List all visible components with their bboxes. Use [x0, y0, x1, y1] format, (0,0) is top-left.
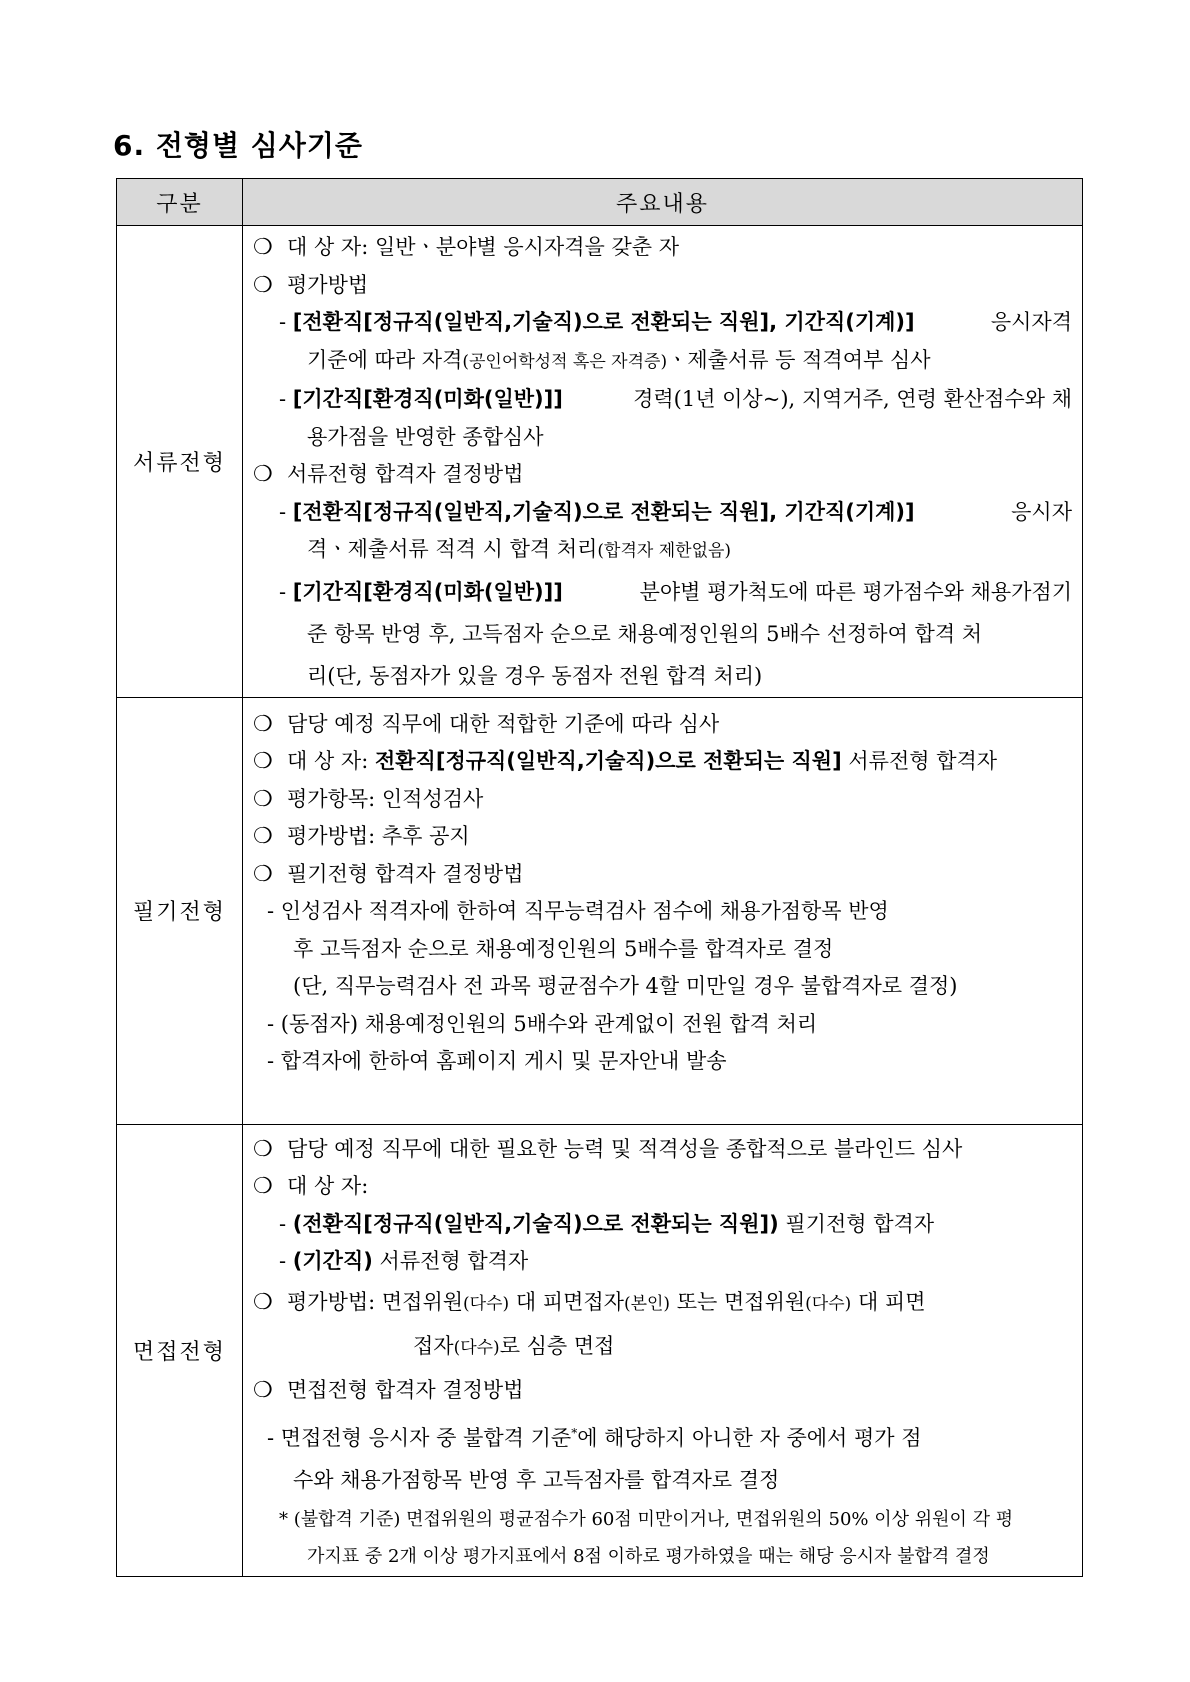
list-item: ❍ 대 상 자: 전환직[정규직(일반직,기술직)으로 전환되는 직원] 서류전형 합격자 — [253, 743, 1072, 781]
list-item: ❍ 평가항목: 인적성검사 — [253, 781, 1072, 819]
sub-item-continuation: 기준에 따라 자격(공인어학성적 혹은 자격증)ㆍ제출서류 등 적격여부 심사 — [307, 347, 931, 372]
list-item: ❍ 담당 예정 직무에 대한 적합한 기준에 따라 심사 — [253, 706, 1072, 744]
sub-item: - [기간직[환경직(미화(일반)]] 경력(1년 이상~), 지역거주, 연령 환산점수와 채 — [279, 387, 1072, 411]
list-item: ❍ 대 상 자: 일반ㆍ분야별 응시자격을 갖춘 자 — [253, 229, 1072, 267]
footnote: * (불합격 기준) 면접위원의 평균점수가 60점 미만이거나, 면접위원의 50% 이상 위원이 각 평 — [279, 1508, 1014, 1530]
sub-item: - [기간직[환경직(미화(일반)]] 분야별 평가척도에 따른 평가점수와 채용가점기 — [279, 579, 1072, 604]
circle-bullet-icon: ❍ — [253, 861, 273, 887]
circle-bullet-icon: ❍ — [253, 1377, 273, 1403]
circle-bullet-icon: ❍ — [253, 749, 273, 774]
sub-item-continuation: 리(단, 동점자가 있을 경우 동점자 전원 합격 처리) — [307, 663, 763, 688]
list-item: ❍ 면접전형 합격자 결정방법 — [253, 1369, 1072, 1412]
sub-item-continuation: 수와 채용가점항목 반영 후 고득점자를 합격자로 결정 — [293, 1467, 780, 1492]
sub-item-continuation: 후 고득점자 순으로 채용예정인원의 5배수를 합격자로 결정 — [293, 936, 834, 961]
list-item: ❍ 평가방법: 면접위원(다수) 대 피면접자(본인) 또는 면접위원(다수) 대 피면 — [253, 1281, 1072, 1325]
sub-item: - 면접전형 응시자 중 불합격 기준*에 해당하지 아니한 자 중에서 평가 점 — [267, 1425, 922, 1450]
sub-item-continuation: 준 항목 반영 후, 고득점자 순으로 채용예정인원의 5배수 선정하여 합격 처 — [307, 621, 983, 646]
sub-item-continuation: 용가점을 반영한 종합심사 — [307, 424, 544, 449]
row-label-written: 필기전형 — [117, 697, 243, 1124]
circle-bullet-icon: ❍ — [253, 786, 273, 812]
sub-item: - [전환직[정규직(일반직,기술직)으로 전환되는 직원], 기간직(기계)] 응시자 — [279, 499, 1072, 524]
circle-bullet-icon: ❍ — [253, 1174, 273, 1199]
circle-bullet-icon: ❍ — [253, 272, 273, 298]
table-row-document — [117, 226, 1083, 698]
circle-bullet-icon: ❍ — [253, 1136, 273, 1162]
list-item: ❍ 평가방법 — [253, 267, 1072, 305]
row-content-written — [243, 697, 1083, 1124]
list-item: ❍ 평가방법: 추후 공지 — [253, 818, 1072, 856]
circle-bullet-icon: ❍ — [253, 824, 273, 849]
footnote-continuation: 가지표 중 2개 이상 평가지표에서 8점 이하로 평가하였을 때는 해당 응시자 불합격 결정 — [307, 1546, 990, 1567]
sub-item-continuation: (단, 직무능력검사 전 과목 평균점수가 4할 미만일 경우 불합격자로 결정) — [293, 974, 958, 998]
row-label-document: 서류전형 — [117, 226, 243, 698]
list-item: ❍ 대 상 자: — [253, 1168, 1072, 1206]
list-item-continuation: 접자(다수)로 심층 면접 — [413, 1333, 615, 1358]
sub-item: - [전환직[정규직(일반직,기술직)으로 전환되는 직원], 기간직(기계)] 응시자격 — [279, 310, 1072, 334]
sub-item-continuation: 격ㆍ제출서류 적격 시 합격 처리(합격자 제한없음) — [307, 537, 732, 561]
table-row-written — [117, 697, 1083, 1124]
row-label-interview: 면접전형 — [117, 1124, 243, 1576]
sub-item: - 합격자에 한하여 홈페이지 게시 및 문자안내 발송 — [267, 1049, 727, 1073]
circle-bullet-icon: ❍ — [253, 235, 273, 260]
header-category: 구분 — [117, 179, 243, 226]
circle-bullet-icon: ❍ — [253, 1289, 273, 1315]
list-item: ❍ 서류전형 합격자 결정방법 — [253, 456, 1072, 494]
circle-bullet-icon: ❍ — [253, 711, 273, 737]
header-content: 주요내용 — [243, 179, 1083, 226]
table-row-interview — [117, 1124, 1083, 1576]
screening-criteria-table — [116, 178, 1083, 1577]
row-content-interview — [243, 1124, 1083, 1576]
section-heading: 6. 전형별 심사기준 — [113, 129, 363, 162]
circle-bullet-icon: ❍ — [253, 462, 273, 487]
row-content-document — [243, 226, 1083, 698]
sub-item: - (동점자) 채용예정인원의 5배수와 관계없이 전원 합격 처리 — [267, 1011, 818, 1036]
list-item: ❍ 필기전형 합격자 결정방법 — [253, 856, 1072, 894]
list-item: ❍ 담당 예정 직무에 대한 필요한 능력 및 적격성을 종합적으로 블라인드 심사 — [253, 1131, 1072, 1169]
table-header-row — [117, 179, 1083, 226]
sub-item: - (기간직) 서류전형 합격자 — [279, 1249, 529, 1273]
sub-item: - 인성검사 적격자에 한하여 직무능력검사 점수에 채용가점항목 반영 — [267, 899, 889, 923]
sub-item: - (전환직[정규직(일반직,기술직)으로 전환되는 직원]) 필기전형 합격자 — [279, 1211, 935, 1236]
